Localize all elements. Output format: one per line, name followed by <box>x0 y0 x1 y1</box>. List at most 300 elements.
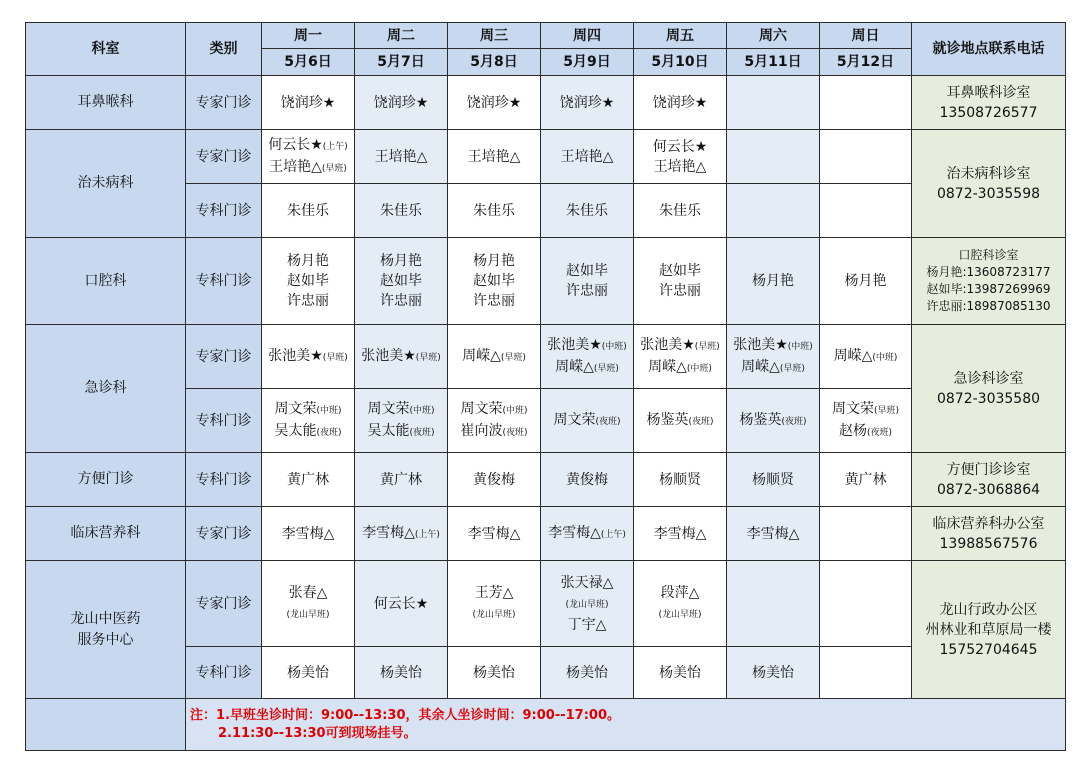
schedule-cell <box>448 325 541 389</box>
doctor-entry <box>356 470 446 490</box>
doctor-entry <box>542 523 632 545</box>
doctor-entry <box>356 147 446 167</box>
notes-cell <box>186 699 1066 751</box>
schedule-cell <box>448 238 541 325</box>
doctor-name: 杨美怡 <box>659 664 701 681</box>
doctor-entry <box>263 201 353 221</box>
doctor-entry <box>356 346 446 368</box>
doctor-entry <box>542 147 632 167</box>
schedule-cell <box>355 184 448 238</box>
doctor-name: 周文荣 <box>553 411 596 428</box>
doctor-entry <box>263 251 353 271</box>
contact-phone: 赵如毕:13987269969 <box>926 282 1051 296</box>
schedule-body <box>26 23 1066 751</box>
schedule-cell <box>634 507 727 561</box>
schedule-cell <box>634 238 727 325</box>
doctor-name: 饶润珍★ <box>652 94 708 111</box>
doctor-name: 何云长★ <box>373 595 429 612</box>
contact-location: 口腔科诊室 <box>958 248 1019 262</box>
doctor-entry <box>635 524 725 544</box>
doctor-entry <box>542 201 632 221</box>
shift-note: (夜班) <box>502 427 528 438</box>
schedule-cell <box>820 325 912 389</box>
shift-note: (夜班) <box>316 427 342 438</box>
department-name: 龙山中医药 <box>70 610 141 627</box>
schedule-cell <box>541 561 634 647</box>
doctor-name: 许忠丽 <box>287 293 329 309</box>
weekday-header: 周日 <box>820 23 912 49</box>
doctor-entry <box>635 281 725 301</box>
category-cell <box>186 647 262 699</box>
doctor-name: 段萍△ <box>660 584 700 601</box>
doctor-name: 李雪梅△ <box>362 524 415 541</box>
doctor-name: 杨鉴英 <box>739 411 782 428</box>
date-header: 5月7日 <box>355 49 448 76</box>
category-label: 专家门诊 <box>195 148 252 165</box>
weekday-header: 周二 <box>355 23 448 49</box>
department-cell <box>26 325 186 453</box>
header-row-weekday <box>26 23 1066 49</box>
contact-cell <box>912 325 1066 453</box>
doctor-entry <box>635 157 725 177</box>
doctor-entry <box>542 593 632 615</box>
doctor-entry <box>635 335 725 357</box>
doctor-name: 饶润珍★ <box>466 94 522 111</box>
doctor-name: 朱佳乐 <box>380 202 422 219</box>
schedule-cell <box>820 184 912 238</box>
doctor-entry <box>356 93 446 113</box>
schedule-cell <box>634 389 727 453</box>
contact-location: 耳鼻喉科诊室 <box>946 84 1031 101</box>
doctor-entry <box>263 663 353 683</box>
doctor-name: 赵杨 <box>838 422 867 439</box>
shift-note: (早班) <box>415 352 441 363</box>
doctor-name: 李雪梅△ <box>467 525 521 542</box>
doctor-entry <box>542 410 632 432</box>
shift-note: (夜班) <box>866 427 893 438</box>
contact-phone: 13988567576 <box>939 535 1038 552</box>
category-cell <box>186 453 262 507</box>
doctor-name: 杨美怡 <box>566 664 608 681</box>
weekday-header: 周四 <box>541 23 634 49</box>
shift-note: (夜班) <box>595 416 621 427</box>
contact-phone: 13508726577 <box>939 104 1038 121</box>
doctor-entry <box>449 663 539 683</box>
contact-phone: 许忠丽:18987085130 <box>926 299 1051 313</box>
schedule-cell <box>262 647 355 699</box>
shift-note: (早班) <box>873 405 900 416</box>
category-label: 专家门诊 <box>195 348 252 365</box>
schedule-cell <box>448 130 541 184</box>
table-row <box>26 325 1066 389</box>
department-cell <box>26 507 186 561</box>
doctor-name: 许忠丽 <box>473 293 515 309</box>
doctor-entry <box>449 271 539 291</box>
shift-note: (早班) <box>779 363 805 374</box>
shift-note: (中班) <box>409 405 435 416</box>
doctor-name: 赵如毕 <box>473 273 515 289</box>
category-label: 专科门诊 <box>195 471 252 488</box>
department-name: 临床营养科 <box>70 525 141 541</box>
category-cell <box>186 561 262 647</box>
schedule-table <box>25 22 1066 751</box>
doctor-entry <box>449 251 539 271</box>
doctor-entry <box>449 399 539 421</box>
doctor-entry <box>635 663 725 683</box>
doctor-entry <box>728 470 818 490</box>
doctor-name: 黄俊梅 <box>566 471 608 488</box>
contact-cell <box>912 130 1066 238</box>
doctor-entry <box>635 357 725 379</box>
doctor-name: 黄广林 <box>844 471 887 488</box>
doctor-name: 张春△ <box>288 584 328 601</box>
contact-phone: 杨月艳:13608723177 <box>926 265 1051 279</box>
contact-cell <box>912 453 1066 507</box>
doctor-name: 饶润珍★ <box>559 94 615 111</box>
department-name: 方便门诊 <box>77 471 134 487</box>
doctor-name: 杨美怡 <box>287 664 329 681</box>
doctor-name: 杨月艳 <box>473 253 515 269</box>
doctor-name: 何云长★ <box>268 136 323 153</box>
doctor-entry <box>449 470 539 490</box>
contact-location: 急诊科诊室 <box>953 370 1024 387</box>
doctor-name: 王培艳△ <box>560 148 614 165</box>
schedule-cell <box>634 325 727 389</box>
schedule-cell <box>448 76 541 130</box>
weekday-header: 周六 <box>727 23 820 49</box>
doctor-name: 吴太能 <box>367 422 410 439</box>
schedule-cell <box>448 184 541 238</box>
doctor-entry <box>356 399 446 421</box>
doctor-entry <box>356 291 446 311</box>
schedule-cell <box>541 389 634 453</box>
doctor-entry <box>635 583 725 603</box>
schedule-cell <box>541 76 634 130</box>
doctor-name: 何云长★ <box>652 138 708 155</box>
doctor-entry <box>263 93 353 113</box>
doctor-entry <box>542 281 632 301</box>
doctor-name: 朱佳乐 <box>659 202 701 219</box>
shift-note: (夜班) <box>409 427 435 438</box>
doctor-name: 黄俊梅 <box>473 471 515 488</box>
doctor-entry <box>821 346 910 368</box>
contact-phone: 0872-3068864 <box>936 481 1041 498</box>
schedule-cell <box>634 561 727 647</box>
department-name: 急诊科 <box>84 380 127 396</box>
contact-phone: 15752704645 <box>939 641 1038 658</box>
schedule-cell <box>262 184 355 238</box>
category-cell <box>186 507 262 561</box>
doctor-name: 黄广林 <box>287 471 329 488</box>
category-cell <box>186 325 262 389</box>
doctor-name: 王培艳△ <box>467 148 521 165</box>
table-row <box>26 76 1066 130</box>
doctor-entry <box>821 470 910 490</box>
schedule-cell <box>541 647 634 699</box>
schedule-cell <box>355 76 448 130</box>
doctor-name: 周文荣 <box>274 400 317 417</box>
doctor-entry <box>263 583 353 603</box>
contact-phone: 0872-3035580 <box>936 390 1041 407</box>
doctor-name: 吴太能 <box>274 422 317 439</box>
contact-phone: 州林业和草原局一楼 <box>925 621 1052 638</box>
schedule-cell <box>262 507 355 561</box>
contact-location: 龙山行政办公区 <box>939 601 1038 618</box>
department-name: 治未病科 <box>77 175 134 191</box>
schedule-cell <box>820 76 912 130</box>
doctor-entry <box>263 291 353 311</box>
date-header: 5月9日 <box>541 49 634 76</box>
doctor-entry <box>728 271 818 291</box>
schedule-cell <box>262 389 355 453</box>
schedule-cell <box>820 389 912 453</box>
schedule-cell <box>727 325 820 389</box>
doctor-name: 朱佳乐 <box>566 202 608 219</box>
schedule-cell <box>820 130 912 184</box>
schedule-cell <box>634 647 727 699</box>
doctor-name: 周文荣 <box>367 400 410 417</box>
category-header: 类别 <box>186 23 262 76</box>
schedule-cell <box>262 561 355 647</box>
doctor-entry <box>356 251 446 271</box>
doctor-entry <box>449 147 539 167</box>
department-name: 服务中心 <box>77 631 134 648</box>
doctor-name: 周嵘△ <box>462 347 501 364</box>
doctor-name: 张池美★ <box>733 336 788 353</box>
contact-header: 就诊地点联系电话 <box>912 23 1066 76</box>
doctor-entry <box>356 271 446 291</box>
schedule-cell <box>634 76 727 130</box>
notes-row <box>26 699 1066 751</box>
doctor-entry <box>449 524 539 544</box>
schedule-cell <box>355 389 448 453</box>
schedule-cell <box>355 325 448 389</box>
date-header: 5月8日 <box>448 49 541 76</box>
weekday-header: 周一 <box>262 23 355 49</box>
doctor-name: 朱佳乐 <box>287 202 329 219</box>
doctor-entry <box>449 603 539 625</box>
doctor-entry <box>263 421 353 443</box>
category-label: 专科门诊 <box>195 202 252 219</box>
doctor-name: 许忠丽 <box>566 283 608 299</box>
doctor-entry <box>542 335 632 357</box>
category-label: 专家门诊 <box>195 595 252 612</box>
schedule-cell <box>262 453 355 507</box>
schedule-cell <box>541 453 634 507</box>
doctor-name: 丁宇△ <box>567 616 607 633</box>
doctor-entry <box>449 583 539 603</box>
doctor-name: 杨月艳 <box>287 253 329 269</box>
contact-location: 方便门诊诊室 <box>946 461 1031 478</box>
schedule-cell <box>820 647 912 699</box>
schedule-cell <box>634 184 727 238</box>
department-name: 口腔科 <box>84 272 127 289</box>
schedule-cell <box>355 561 448 647</box>
doctor-name: 杨月艳 <box>752 273 794 289</box>
shift-note: (早班) <box>500 352 526 363</box>
table-row <box>26 561 1066 647</box>
doctor-entry <box>263 470 353 490</box>
category-cell <box>186 184 262 238</box>
schedule-cell <box>727 238 820 325</box>
doctor-name: 王芳△ <box>474 584 514 601</box>
schedule-cell <box>634 130 727 184</box>
schedule-cell <box>820 453 912 507</box>
doctor-name: 李雪梅△ <box>281 525 335 542</box>
doctor-name: 杨美怡 <box>752 664 794 681</box>
doctor-name: 杨月艳 <box>380 253 422 269</box>
schedule-cell <box>448 507 541 561</box>
doctor-name: 周嵘△ <box>741 358 780 375</box>
doctor-name: 赵如毕 <box>287 273 329 289</box>
doctor-entry <box>356 594 446 614</box>
date-header: 5月11日 <box>727 49 820 76</box>
doctor-entry <box>635 201 725 221</box>
table-row <box>26 507 1066 561</box>
doctor-entry <box>449 291 539 311</box>
schedule-cell <box>448 647 541 699</box>
department-cell <box>26 76 186 130</box>
doctor-name: 杨顺贤 <box>659 471 701 488</box>
schedule-cell <box>541 130 634 184</box>
doctor-entry <box>635 410 725 432</box>
doctor-name: 周文荣 <box>460 400 503 417</box>
doctor-entry <box>449 201 539 221</box>
doctor-name: 许忠丽 <box>380 293 422 309</box>
schedule-cell <box>262 76 355 130</box>
doctor-name: 周嵘△ <box>648 358 687 375</box>
doctor-name: 饶润珍★ <box>280 94 336 111</box>
doctor-name: 杨美怡 <box>473 664 515 681</box>
doctor-entry <box>821 399 910 421</box>
shift-note: (龙山早班) <box>472 609 516 620</box>
schedule-cell <box>355 647 448 699</box>
contact-location: 治未病科诊室 <box>946 165 1031 182</box>
schedule-cell <box>727 453 820 507</box>
doctor-name: 许忠丽 <box>659 283 701 299</box>
schedule-cell <box>448 561 541 647</box>
shift-note: (上午) <box>414 529 440 540</box>
schedule-cell <box>355 130 448 184</box>
shift-note: (中班) <box>316 405 342 416</box>
shift-note: (中班) <box>502 405 528 416</box>
doctor-entry <box>635 470 725 490</box>
shift-note: (上午) <box>600 529 626 540</box>
doctor-entry <box>728 410 818 432</box>
category-label: 专家门诊 <box>195 525 252 542</box>
category-cell <box>186 238 262 325</box>
category-label: 专科门诊 <box>195 664 252 681</box>
doctor-entry <box>635 603 725 625</box>
contact-cell <box>912 561 1066 699</box>
doctor-entry <box>635 137 725 157</box>
note-line: 注：1.早班坐诊时间：9:00--13:30，其余人坐诊时间：9:00--17:00。 <box>190 707 620 723</box>
doctor-entry <box>449 421 539 443</box>
category-cell <box>186 389 262 453</box>
schedule-cell <box>262 325 355 389</box>
table-row <box>26 238 1066 325</box>
doctor-name: 赵如毕 <box>566 263 608 279</box>
doctor-name: 杨顺贤 <box>752 471 794 488</box>
contact-cell <box>912 507 1066 561</box>
doctor-entry <box>821 421 910 443</box>
table-row <box>26 130 1066 184</box>
date-header: 5月6日 <box>262 49 355 76</box>
doctor-entry <box>263 399 353 421</box>
doctor-name: 张池美★ <box>547 336 602 353</box>
doctor-name: 张池美★ <box>268 347 323 364</box>
schedule-cell <box>820 507 912 561</box>
contact-phone: 0872-3035598 <box>936 185 1041 202</box>
schedule-cell <box>727 130 820 184</box>
doctor-entry <box>356 421 446 443</box>
shift-note: (龙山早班) <box>286 609 330 620</box>
shift-note: (早班) <box>694 341 720 352</box>
doctor-entry <box>263 346 353 368</box>
department-header: 科室 <box>26 23 186 76</box>
doctor-name: 周嵘△ <box>833 347 873 364</box>
shift-note: (上午) <box>322 141 348 152</box>
department-cell <box>26 453 186 507</box>
department-cell <box>26 130 186 238</box>
doctor-entry <box>728 663 818 683</box>
doctor-name: 李雪梅△ <box>653 525 707 542</box>
date-header: 5月10日 <box>634 49 727 76</box>
date-header: 5月12日 <box>820 49 912 76</box>
doctor-entry <box>263 157 353 179</box>
schedule-cell <box>727 561 820 647</box>
doctor-name: 王培艳△ <box>374 148 428 165</box>
shift-note: (早班) <box>321 163 347 174</box>
doctor-name: 周嵘△ <box>555 358 594 375</box>
schedule-cell <box>727 76 820 130</box>
shift-note: (早班) <box>593 363 619 374</box>
schedule-cell <box>820 238 912 325</box>
shift-note: (中班) <box>601 341 627 352</box>
doctor-entry <box>542 470 632 490</box>
weekday-header: 周三 <box>448 23 541 49</box>
doctor-name: 李雪梅△ <box>746 525 800 542</box>
shift-note: (中班) <box>686 363 712 374</box>
doctor-entry <box>356 663 446 683</box>
schedule-cell <box>541 238 634 325</box>
doctor-name: 杨鉴英 <box>646 411 689 428</box>
schedule-cell <box>541 507 634 561</box>
doctor-name: 周文荣 <box>831 400 874 417</box>
contact-cell <box>912 76 1066 130</box>
doctor-name: 朱佳乐 <box>473 202 515 219</box>
doctor-name: 赵如毕 <box>380 273 422 289</box>
note-line: 2.11:30--13:30可到现场挂号。 <box>218 725 417 741</box>
doctor-name: 张天禄△ <box>560 574 614 591</box>
contact-cell <box>912 238 1066 325</box>
weekday-header: 周五 <box>634 23 727 49</box>
doctor-name: 张池美★ <box>361 347 416 364</box>
doctor-entry <box>542 615 632 635</box>
notes-spacer <box>26 699 186 751</box>
shift-note: (中班) <box>872 352 898 363</box>
schedule-cell <box>727 389 820 453</box>
doctor-entry <box>635 261 725 281</box>
category-label: 专家门诊 <box>195 94 252 111</box>
doctor-name: 王培艳△ <box>653 158 707 175</box>
doctor-entry <box>356 201 446 221</box>
schedule-cell <box>355 507 448 561</box>
shift-note: (龙山早班) <box>565 599 609 610</box>
shift-note: (夜班) <box>688 416 714 427</box>
schedule-cell <box>541 184 634 238</box>
schedule-cell <box>727 184 820 238</box>
